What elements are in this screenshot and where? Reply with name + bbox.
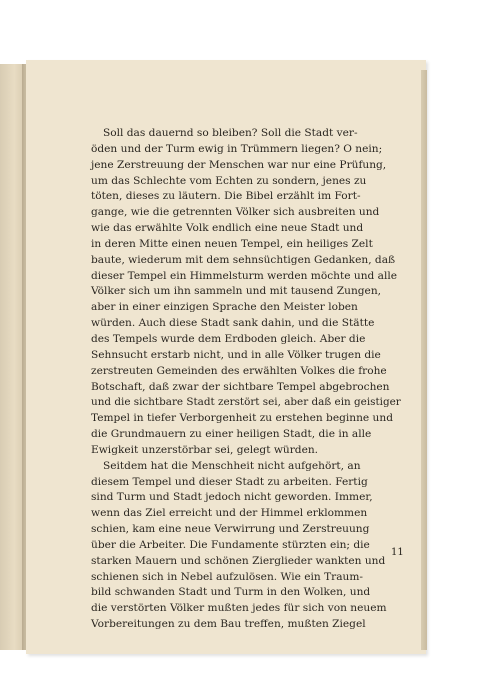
text-line: gange, wie die getrennten Völker sich ausbreiten und (91, 206, 380, 219)
text-line: Völker sich um ihn sammeln und mit tausend Zungen, (91, 285, 382, 298)
text-line: jene Zerstreuung der Menschen war nur eine Prüfung, (91, 158, 387, 171)
text-line: die Grundmauern zu einer heiligen Stadt, die in alle (91, 428, 372, 441)
text-line: die verstörten Völker mußten jedes für sich von neuem (91, 602, 387, 615)
text-line: Soll das dauernd so bleiben? Soll die Stadt ver- (103, 127, 358, 139)
text-line: Sehnsucht erstarb nicht, und in alle Völker trugen die (91, 348, 381, 361)
text-line: sind Turm und Stadt jedoch nicht geworden. Immer, (91, 491, 373, 504)
page-text (91, 126, 401, 633)
text-line: schienen sich in Nebel aufzulösen. Wie ein Traum- (91, 570, 363, 583)
text-line: über die Arbeiter. Die Fundamente stürzten ein; die (91, 538, 370, 551)
text-line: wie das erwählte Volk endlich eine neue Stadt und (91, 222, 364, 235)
text-line: um das Schlechte vom Echten zu sondern, jenes zu (91, 174, 367, 187)
text-line: des Tempels wurde dem Erdboden gleich. Aber die (91, 332, 366, 345)
text-line: und die sichtbare Stadt zerstört sei, aber daß ein geistiger (91, 396, 401, 409)
text-line: wenn das Ziel erreicht und der Himmel erklommen (91, 507, 368, 520)
text-line: bild schwanden Stadt und Turm in den Wolken, und (91, 586, 371, 599)
page-edge-right (421, 70, 427, 650)
text-line: Tempel in tiefer Verborgenheit zu erstehen beginne und (91, 412, 393, 425)
text-line: Vorbereitungen zu dem Bau treffen, mußten Ziegel (91, 618, 366, 631)
left-page-edge (0, 64, 24, 650)
page-number: 11 (391, 547, 404, 558)
text-line: Seitdem hat die Menschheit nicht aufgehört, an (103, 459, 361, 472)
text-line: töten, dieses zu läutern. Die Bibel erzählt im Fort- (91, 190, 361, 203)
text-line: diesem Tempel und dieser Stadt zu arbeiten. Fertig (91, 475, 368, 488)
text-line: starken Mauern und schönen Zierglieder wankten und (91, 554, 386, 567)
text-line: in deren Mitte einen neuen Tempel, ein heiliges Zelt (91, 237, 373, 250)
text-line: Ewigkeit unzerstörbar sei, gelegt würden. (91, 443, 319, 456)
text-line: zerstreuten Gemeinden des erwählten Volkes die frohe (91, 364, 387, 377)
text-line: baute, wiederum mit dem sehnsüchtigen Gedanken, daß (91, 253, 396, 266)
text-line: aber in einer einzigen Sprache den Meister loben (91, 301, 358, 314)
text-line: würden. Auch diese Stadt sank dahin, und die Stätte (91, 317, 375, 330)
text-line: schien, kam eine neue Verwirrung und Zerstreuung (91, 523, 370, 536)
text-line: öden und der Turm ewig in Trümmern liegen? O nein; (91, 142, 383, 155)
text-line: Botschaft, daß zwar der sichtbare Tempel abgebrochen (91, 380, 390, 393)
text-line: dieser Tempel ein Himmelsturm werden möchte und alle (91, 269, 398, 282)
